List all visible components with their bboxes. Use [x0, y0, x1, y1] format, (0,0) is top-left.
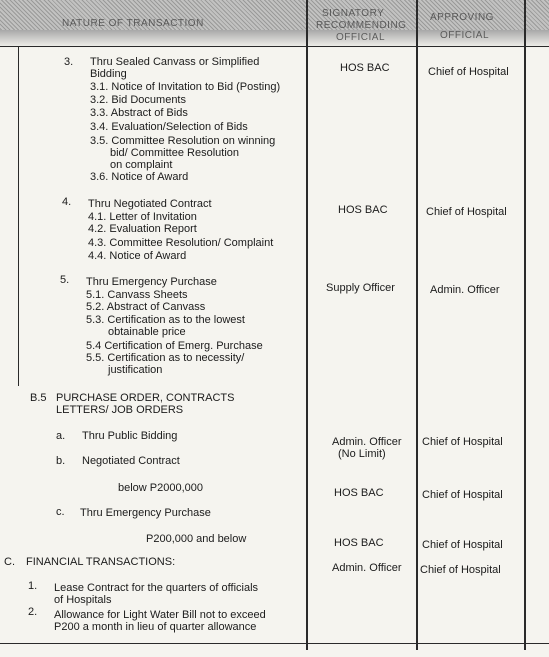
- b5a-approving: Chief of Hospital: [422, 436, 503, 448]
- table-bottom-rule: [0, 643, 549, 644]
- b5b-letter: b.: [56, 455, 66, 467]
- b5c-approving: Chief of Hospital: [422, 539, 503, 551]
- left-margin-rule: [18, 46, 19, 386]
- item5-number: 5.: [60, 274, 70, 286]
- b5c-recommending: HOS BAC: [334, 537, 384, 549]
- header-col2-line1: SIGNATORY: [322, 8, 385, 19]
- item5-sub4: 5.4 Certification of Emerg. Purchase: [86, 340, 263, 352]
- b5-number: B.5: [30, 392, 47, 404]
- item3-sub2: 3.2. Bid Documents: [90, 94, 186, 106]
- item4-sub1: 4.1. Letter of Invitation: [88, 211, 197, 223]
- item3-sub4: 3.4. Evaluation/Selection of Bids: [90, 121, 248, 133]
- item3-recommending: HOS BAC: [340, 62, 390, 74]
- item5-approving: Admin. Officer: [430, 284, 500, 296]
- c-item1-line1: Lease Contract for the quarters of officials: [54, 582, 259, 594]
- b5c-letter: c.: [56, 506, 65, 518]
- header-col2-line3: OFFICIAL: [336, 32, 386, 43]
- c-item1-number: 1.: [28, 580, 38, 592]
- b5b-text: Negotiated Contract: [82, 455, 180, 467]
- b5c-text: Thru Emergency Purchase: [80, 507, 211, 519]
- item4-number: 4.: [62, 196, 72, 208]
- header-col2-line2: RECOMMENDING: [316, 20, 407, 31]
- c-title: FINANCIAL TRANSACTIONS:: [26, 556, 176, 568]
- item4-recommending: HOS BAC: [338, 204, 388, 216]
- b5a-recommending-line1: Admin. Officer: [332, 436, 402, 448]
- item5-title: Thru Emergency Purchase: [86, 276, 217, 288]
- b5a-text: Thru Public Bidding: [82, 430, 178, 442]
- header-col3-line2: OFFICIAL: [440, 30, 490, 41]
- item4-sub4: 4.4. Notice of Award: [88, 250, 187, 262]
- item3-title-line1: Thru Sealed Canvass or Simplified: [90, 56, 260, 68]
- header-col1: NATURE OF TRANSACTION: [62, 18, 204, 29]
- c-item1-line2: of Hospitals: [54, 594, 112, 606]
- item3-sub5-line2: bid/ Committee Resolution: [110, 147, 240, 159]
- item3-sub6: 3.6. Notice of Award: [90, 171, 189, 183]
- item5-sub3-line2: obtainable price: [108, 326, 186, 338]
- item3-sub3: 3.3. Abstract of Bids: [90, 107, 188, 119]
- item3-sub5-line3: on complaint: [110, 159, 173, 171]
- header-col3-line1: APPROVING: [430, 12, 494, 23]
- item3-sub5-line1: 3.5. Committee Resolution on winning: [90, 135, 276, 147]
- c-recommending: Admin. Officer: [332, 562, 402, 574]
- b5c-below: P200,000 and below: [146, 533, 247, 545]
- c-number: C.: [4, 556, 15, 568]
- item5-sub5-line1: 5.5. Certification as to necessity/: [86, 352, 245, 364]
- item4-sub2: 4.2. Evaluation Report: [88, 223, 197, 235]
- item5-sub3-line1: 5.3. Certification as to the lowest: [86, 314, 245, 326]
- column-divider-2: [416, 0, 418, 650]
- b5b-approving: Chief of Hospital: [422, 489, 503, 501]
- item4-approving: Chief of Hospital: [426, 206, 507, 218]
- column-divider-1: [306, 0, 308, 650]
- item3-number: 3.: [64, 56, 74, 68]
- c-item2-line2: P200 a month in lieu of quarter allowance: [54, 621, 257, 633]
- item3-title-line2: Bidding: [90, 68, 127, 80]
- item5-sub5-line2: justification: [108, 364, 163, 376]
- b5b-recommending: HOS BAC: [334, 487, 384, 499]
- c-approving: Chief of Hospital: [420, 564, 501, 576]
- item5-sub2: 5.2. Abstract of Canvass: [86, 301, 206, 313]
- b5-title-line2: LETTERS/ JOB ORDERS: [56, 404, 184, 416]
- b5-title-line1: PURCHASE ORDER, CONTRACTS: [56, 392, 235, 404]
- item5-recommending: Supply Officer: [326, 282, 395, 294]
- b5a-recommending-line2: (No Limit): [338, 448, 386, 460]
- item3-approving: Chief of Hospital: [428, 66, 509, 78]
- item3-sub1: 3.1. Notice of Invitation to Bid (Posting): [90, 81, 281, 93]
- b5a-letter: a.: [56, 430, 66, 442]
- column-divider-3: [524, 0, 526, 650]
- item4-sub3: 4.3. Committee Resolution/ Complaint: [88, 237, 274, 249]
- header-bottom-rule: [0, 46, 549, 47]
- c-item2-number: 2.: [28, 606, 38, 618]
- c-item2-line1: Allowance for Light Water Bill not to exceed: [54, 609, 266, 621]
- item5-sub1: 5.1. Canvass Sheets: [86, 289, 188, 301]
- item4-title: Thru Negotiated Contract: [88, 198, 212, 210]
- b5b-below: below P2000,000: [118, 482, 204, 494]
